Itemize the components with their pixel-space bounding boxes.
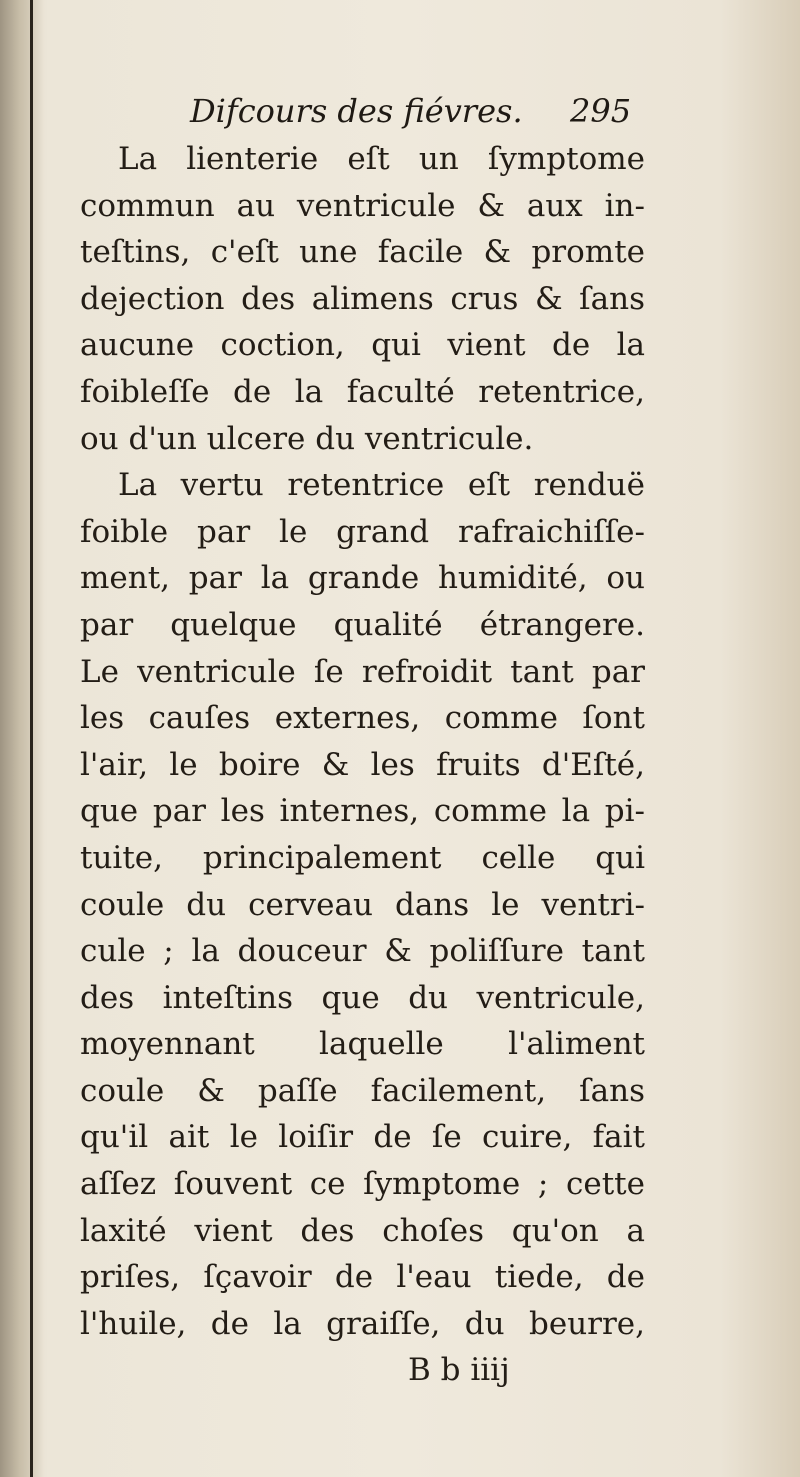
text-line: teſtins, c'eſt une facile & promte bbox=[80, 234, 645, 271]
text-line: tuite, principalement celle qui bbox=[80, 839, 645, 876]
text-line: priſes, ſçavoir de l'eau tiede, de bbox=[80, 1259, 645, 1296]
text-line: coule du cerveau dans le ventri- bbox=[80, 886, 645, 923]
text-line: qu'il ait le loiſir de ſe cuire, fait bbox=[80, 1119, 645, 1156]
binding-edge bbox=[30, 0, 33, 1477]
text-line: les cauſes externes, comme ſont bbox=[80, 700, 645, 737]
text-line: La vertu retentrice eſt renduë bbox=[118, 467, 645, 504]
text-line: des inteſtins que du ventricule, bbox=[80, 979, 645, 1016]
text-line: aſſez ſouvent ce ſymptome ; cette bbox=[80, 1166, 645, 1203]
binding-shadow bbox=[0, 0, 44, 1477]
text-line: dejection des alimens crus & ſans bbox=[80, 280, 645, 317]
body-text bbox=[80, 136, 645, 1347]
text-line: La lienterie eſt un ſymptome bbox=[118, 141, 645, 177]
running-title: Difcours des fiévres. bbox=[190, 92, 523, 130]
text-line: que par les internes, comme la pi- bbox=[80, 793, 645, 830]
text-line: l'air, le boire & les fruits d'Eſté, bbox=[80, 746, 645, 783]
text-line: commun au ventricule & aux in- bbox=[80, 187, 645, 224]
text-line: moyennant laquelle l'aliment bbox=[80, 1026, 645, 1063]
text-line: l'huile, de la graiſſe, du beurre, bbox=[80, 1305, 645, 1342]
text-line: ou d'un ulcere du ventricule. bbox=[80, 420, 534, 457]
text-line: foibleſſe de la faculté retentrice, bbox=[80, 373, 645, 410]
text-line: cule ; la douceur & poliſſure tant bbox=[80, 933, 645, 970]
text-line: laxité vient des choſes qu'on a bbox=[80, 1212, 645, 1249]
text-line: ment, par la grande humidité, ou bbox=[80, 560, 645, 597]
text-line: par quelque qualité étrangere. bbox=[80, 606, 645, 643]
signature-mark: B b iiij bbox=[408, 1352, 510, 1388]
text-line: aucune coction, qui vient de la bbox=[80, 327, 645, 364]
text-line: foible par le grand rafraichiſſe- bbox=[80, 513, 645, 550]
page-number: 295 bbox=[570, 92, 632, 130]
text-line: Le ventricule ſe refroidit tant par bbox=[80, 653, 645, 690]
text-line: coule & paſſe facilement, ſans bbox=[80, 1072, 645, 1109]
